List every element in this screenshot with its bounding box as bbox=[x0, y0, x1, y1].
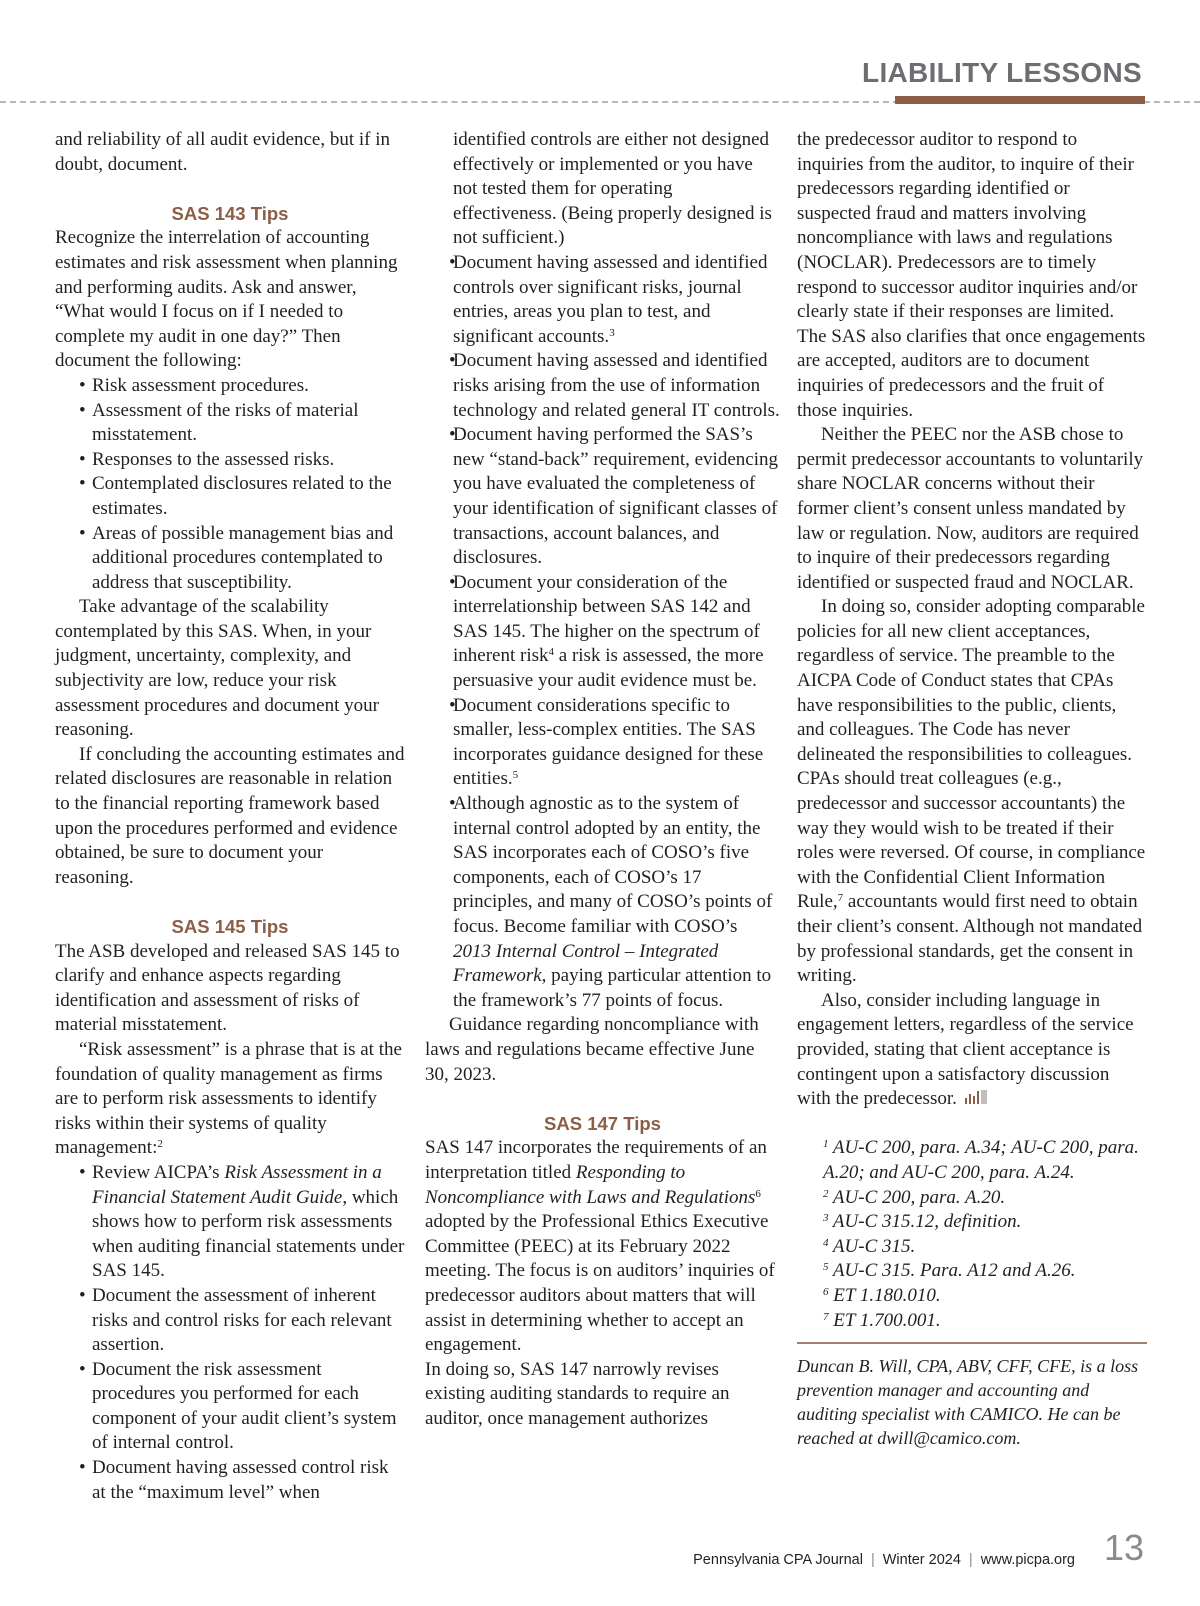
section-title: LIABILITY LESSONS bbox=[862, 57, 1142, 88]
text: Although agnostic as to the system of internal control adopted by an entity, the SAS incorporates each of COSO’s five components, each of COSO’s 17 principles, and many of COSO’s points of focus. Become familiar with COSO’s bbox=[453, 793, 773, 937]
text: Document your consideration of the interrelationship between SAS 142 and SAS 145. The higher on the spectrum of inherent risk bbox=[453, 571, 760, 667]
list-item bbox=[55, 1161, 405, 1284]
list-item bbox=[425, 251, 780, 349]
footnote bbox=[797, 1309, 1147, 1334]
header-accent-bar bbox=[895, 96, 1145, 104]
end-of-article-icon bbox=[963, 1089, 989, 1105]
column-3 bbox=[797, 128, 1147, 1450]
text: Also, consider including language in engagement letters, regardless of the service provided, stating that client acceptance is contingent upon a satisfactory discussion with the predecessor. bbox=[797, 989, 1134, 1110]
list-item: • Document the assessment of inherent risks and control risks for each relevant assertion. bbox=[55, 1284, 405, 1358]
paragraph bbox=[55, 1038, 405, 1161]
journal-name: Pennsylvania CPA Journal bbox=[693, 1552, 863, 1568]
footnote-ref: 6 bbox=[755, 1187, 761, 1200]
text: , which shows how to perform risk assessments when auditing financial statements under SAS 145. bbox=[92, 1186, 405, 1282]
heading-sas-143: SAS 143 Tips bbox=[171, 202, 289, 224]
issue-date: Winter 2024 bbox=[882, 1552, 961, 1568]
footnote-text: AU-C 315. Para. A12 and A.26. bbox=[832, 1260, 1076, 1282]
text: Document considerations specific to smaller, less-complex entities. The SAS incorporates guidance designed for these entities. bbox=[453, 694, 764, 790]
framework-title: 2013 Internal Control – Integrated Framework bbox=[453, 940, 719, 987]
footnote-number: 7 bbox=[823, 1310, 829, 1323]
footnote-ref: 4 bbox=[548, 646, 555, 659]
list-item: • Document having assessed and identified risks arising from the use of information technology and related general IT controls. bbox=[425, 349, 780, 423]
footnote-number: 1 bbox=[823, 1138, 829, 1151]
paragraph bbox=[797, 595, 1147, 989]
footnote-text: ET 1.180.010. bbox=[833, 1284, 941, 1306]
paragraph: Recognize the interrelation of accounting estimates and risk assessment when planning and performing audits. Ask and answer, “What would I focus on if I needed to complete my audit in one day?” Then document the following: bbox=[55, 227, 398, 372]
list-item: • Responses to the assessed risks. bbox=[55, 448, 405, 473]
footnote-ref: 7 bbox=[837, 892, 844, 905]
paragraph bbox=[425, 1136, 780, 1357]
heading-sas-145: SAS 145 Tips bbox=[171, 916, 289, 937]
paragraph bbox=[797, 989, 1147, 1112]
paragraph: Take advantage of the scalability contemplated by this SAS. When, in your judgment, uncertainty, complexity, and subjectivity are low, reduce your risk assessment procedures and document your reasoning. bbox=[55, 596, 379, 741]
column-1 bbox=[55, 128, 405, 1505]
paragraph: Neither the PEEC nor the ASB chose to permit predecessor accountants to voluntarily share NOCLAR concerns without their former client’s consent unless mandated by law or regulation. Now, auditors are required to inquire of their predecessors regarding identified or suspected fraud and NOCLAR. bbox=[797, 424, 1144, 593]
footnote bbox=[797, 1186, 1147, 1211]
paragraph: The ASB developed and released SAS 145 to clarify and enhance aspects regarding identification and assessment of risks of material misstatement. bbox=[55, 940, 400, 1036]
author-bio: Duncan B. Will, CPA, ABV, CFF, CFE, is a loss prevention manager and accounting and auditing specialist with CAMICO. He can be reached at dwill@camico.com. bbox=[797, 1356, 1139, 1449]
text: Review AICPA’s bbox=[92, 1161, 225, 1183]
footnote bbox=[797, 1210, 1147, 1235]
bio-divider bbox=[797, 1342, 1147, 1344]
text: , paying particular attention to the framework’s 77 points of focus. bbox=[453, 965, 772, 1011]
footnote-text: AU-C 200, para. A.20. bbox=[832, 1186, 1006, 1208]
paragraph-text: “Risk assessment” is a phrase that is at the foundation of quality management as firms are to perform risk assessments to identify risks within their systems of quality management: bbox=[55, 1038, 402, 1159]
list-item: • Contemplated disclosures related to the estimates. bbox=[55, 472, 405, 521]
footnote-ref: 5 bbox=[512, 769, 519, 782]
paragraph: In doing so, SAS 147 narrowly revises existing auditing standards to require an auditor, once management authorizes bbox=[425, 1358, 730, 1429]
text: SAS 147 incorporates the requirements of an interpretation titled bbox=[425, 1137, 767, 1183]
footnotes bbox=[797, 1136, 1147, 1333]
footnote-number: 4 bbox=[823, 1236, 829, 1249]
text: In doing so, consider adopting comparable policies for all new client acceptances, regardless of service. The preamble to the AICPA Code of Conduct states that CPAs have responsibilities to the public, clients, and colleagues. The Code has never delineated the responsibilities to colleagues. CPAs should treat colleagues (e.g., predecessor and successor accountants) the way they would wish to be treated if their roles were reversed. Of course, in compliance with the Confidential Client Information Rule, bbox=[797, 596, 1146, 913]
guide-title: Risk Assessment in a Financial Statement Audit Guide bbox=[92, 1161, 382, 1208]
footnote-text: AU-C 315. bbox=[832, 1235, 916, 1257]
separator: | bbox=[968, 1552, 973, 1568]
heading-sas-147: SAS 147 Tips bbox=[544, 1112, 661, 1134]
paragraph: Guidance regarding noncompliance with laws and regulations became effective June 30, 2023. bbox=[425, 1014, 759, 1085]
footnote-ref: 2 bbox=[157, 1138, 163, 1151]
list-item: • Document having assessed control risk at the “maximum level” when bbox=[55, 1456, 405, 1505]
paragraph: the predecessor auditor to respond to inquiries from the auditor, to inquire of their predecessors regarding identified or suspected fraud and matters involving noncompliance with laws and regulations (NOCLAR). Predecessors are to timely respond to successor auditor inquiries and/or clearly state if their responses are limited. The SAS also clarifies that once engagements are accepted, auditors are to document inquiries of predecessors and the fruit of those inquiries. bbox=[797, 129, 1146, 421]
footnote-text: ET 1.700.001. bbox=[833, 1309, 941, 1331]
list-item: • Areas of possible management bias and additional procedures contemplated to address that susceptibility. bbox=[55, 522, 405, 596]
text: adopted by the Professional Ethics Executive Committee (PEEC) at its February 2022 meeting. The focus is on auditors’ inquiries of predecessor auditors about matters that will assist in determining whether to accept an engagement. bbox=[425, 1211, 775, 1356]
footnote bbox=[797, 1284, 1147, 1309]
footnote-ref: 3 bbox=[609, 326, 615, 339]
sas-145-list bbox=[55, 1161, 405, 1505]
list-item bbox=[425, 792, 780, 1013]
text: Document having assessed and identified controls over significant risks, journal entries, areas you plan to test, and significant accounts. bbox=[453, 251, 768, 347]
text: accountants would first need to obtain their client’s consent. Although not mandated by professional standards, get the consent in writing. bbox=[797, 891, 1143, 987]
column-2 bbox=[425, 128, 780, 1431]
page-number: 13 bbox=[1103, 1527, 1144, 1568]
footnote bbox=[797, 1235, 1147, 1260]
list-item: • Document having performed the SAS’s new “stand-back” requirement, evidencing you have evaluated the completeness of your identification of significant classes of transactions, account balances, and disclosures. bbox=[425, 423, 780, 571]
separator: | bbox=[870, 1552, 875, 1568]
footnote bbox=[797, 1259, 1147, 1284]
paragraph: If concluding the accounting estimates and related disclosures are reasonable in relation to the financial reporting framework based upon the procedures performed and evidence obtained, be sure to document your reasoning. bbox=[55, 743, 405, 888]
footnote-number: 2 bbox=[823, 1187, 829, 1200]
list-item: • Document the risk assessment procedures you performed for each component of your audit client’s system of internal control. bbox=[55, 1358, 405, 1456]
footnote-text: AU-C 200, para. A.34; AU-C 200, para. A.20; and AU-C 200, para. A.24. bbox=[823, 1137, 1139, 1183]
list-item: • Assessment of the risks of material misstatement. bbox=[55, 399, 405, 448]
page-footer bbox=[0, 1552, 1075, 1568]
paragraph: identified controls are either not designed effectively or implemented or you have not tested them for operating effectiveness. (Being properly designed is not sufficient.) bbox=[453, 129, 772, 249]
website: www.picpa.org bbox=[980, 1552, 1075, 1568]
list-item bbox=[425, 694, 780, 792]
sas-143-list bbox=[55, 374, 405, 595]
interpretation-title: Responding to Noncompliance with Laws and Regulations bbox=[425, 1161, 756, 1208]
paragraph: and reliability of all audit evidence, but if in doubt, document. bbox=[55, 129, 391, 175]
footnote-number: 5 bbox=[823, 1261, 829, 1274]
list-item bbox=[425, 571, 780, 694]
footnote bbox=[797, 1136, 1147, 1185]
footnote-text: AU-C 315.12, definition. bbox=[832, 1211, 1022, 1233]
sas-145-list-cont bbox=[425, 251, 780, 1013]
footnote-number: 6 bbox=[823, 1285, 829, 1298]
text: a risk is assessed, the more persuasive your audit evidence must be. bbox=[453, 645, 764, 692]
footnote-number: 3 bbox=[823, 1212, 829, 1225]
list-item: • Risk assessment procedures. bbox=[55, 374, 405, 399]
